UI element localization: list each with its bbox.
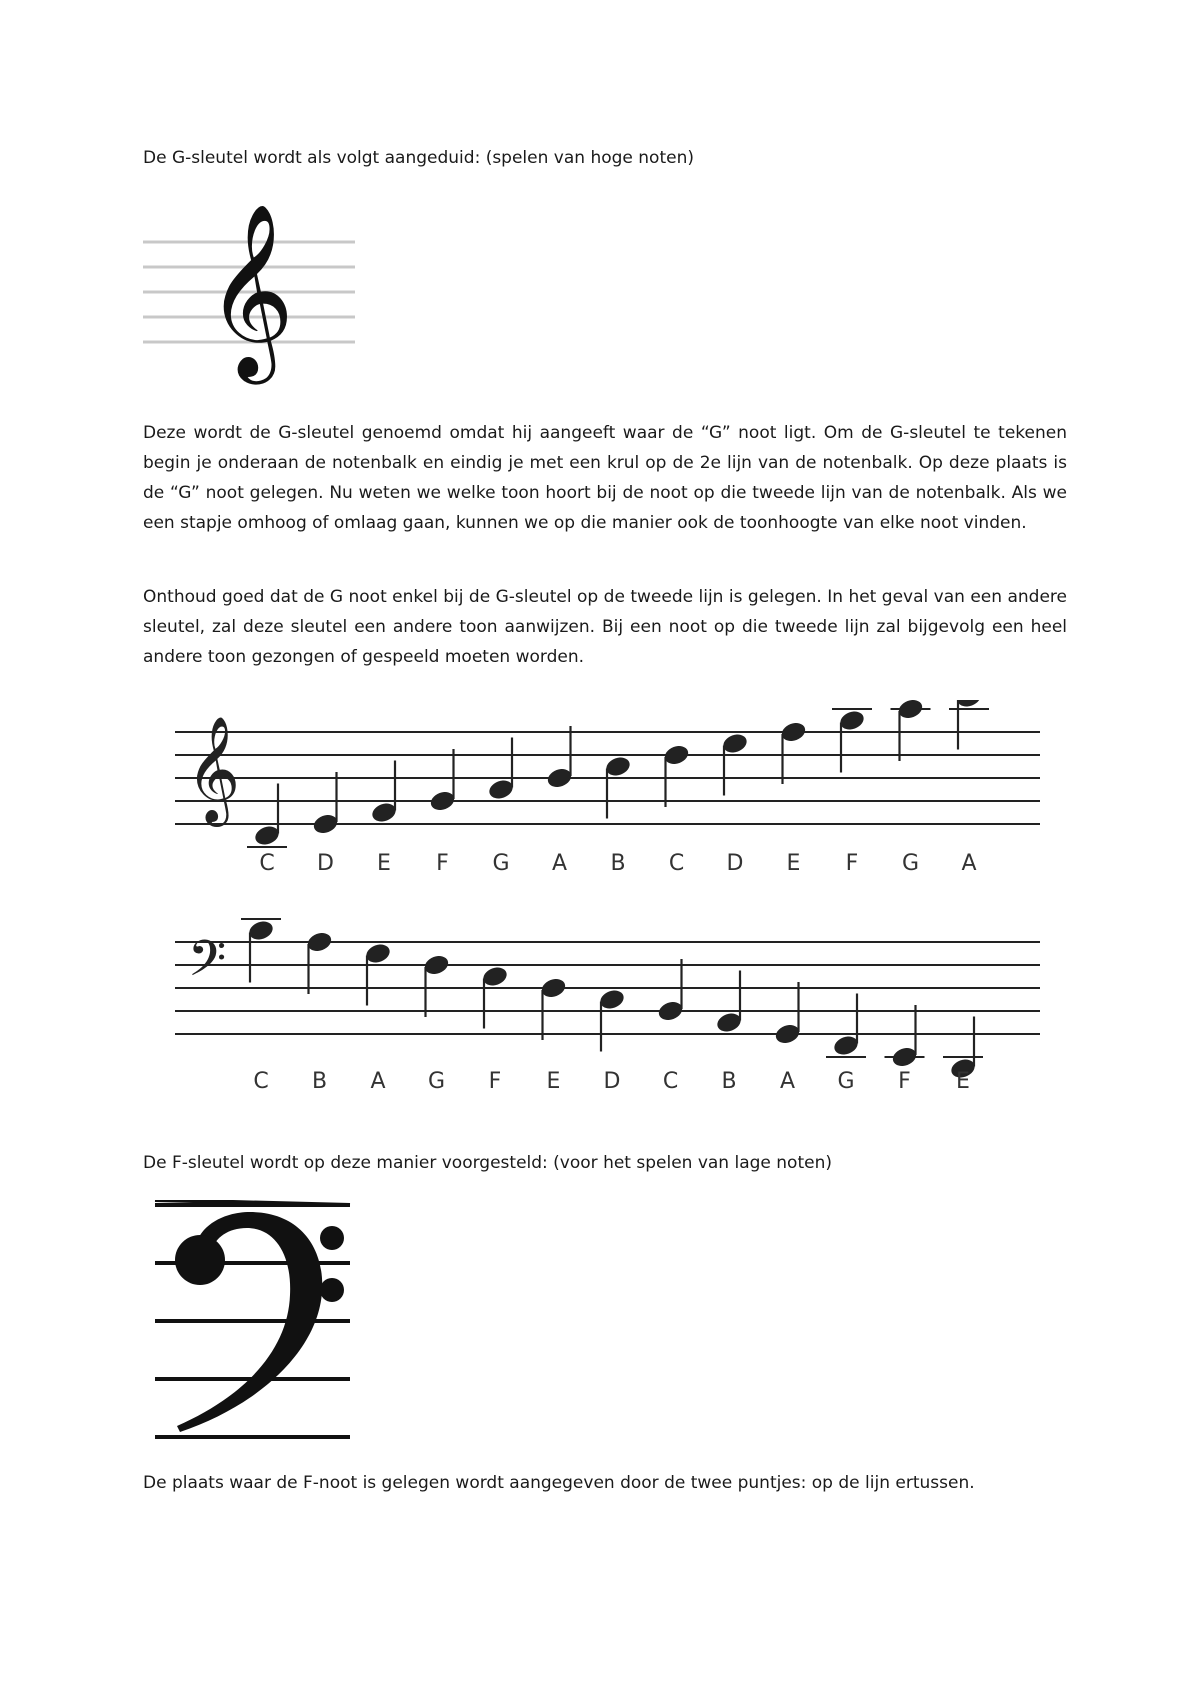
note-label: A (551, 851, 568, 876)
g-clef-explanation-text: Deze wordt de G-sleutel genoemd omdat hij aangeeft waar de “G” noot ligt. Om de G-sleutel te tekenen begin je onderaan de notenbalk en eindig je met een krul op de 2e lijn van de notenbalk. Op deze plaats is de “G” noot gelegen. Nu weten we welke toon hoort bij de noot op die tweede lijn van de notenbalk. Als we een stapje omhoog of omlaag gaan, kunnen we op die manier ook de toonhoogte van elke noot vinden. (143, 423, 1067, 533)
note-head (422, 953, 450, 1017)
note-label: C (662, 1069, 679, 1094)
treble-clef-icon: 𝄞 (205, 205, 295, 377)
treble-clef-icon: 𝄞 (185, 715, 241, 822)
note-head (721, 731, 749, 795)
note-head (662, 743, 690, 807)
note-label: C (253, 1069, 269, 1094)
note-head (891, 700, 931, 761)
note-head (370, 761, 398, 825)
note-label: G (837, 1069, 855, 1094)
note-label: F (845, 851, 859, 876)
note-head (305, 930, 333, 994)
note-head (241, 918, 281, 982)
note-head (311, 772, 339, 836)
note-label: F (436, 851, 449, 876)
treble-clef-figure (140, 205, 360, 385)
note-head (773, 982, 801, 1046)
note-head (247, 784, 287, 848)
note-label: E (377, 851, 391, 876)
note-label: C (259, 851, 275, 876)
note-label: A (779, 1069, 796, 1094)
bass-clef-icon: 𝄢 (187, 930, 227, 1000)
note-label: A (370, 1069, 386, 1094)
note-head (885, 1005, 925, 1069)
note-head (545, 726, 573, 790)
note-label: D (726, 851, 744, 876)
note-head (779, 720, 807, 784)
note-label: E (786, 851, 801, 876)
note-label: B (311, 1069, 328, 1094)
note-head (656, 959, 684, 1023)
f-clef-explanation-text: De plaats waar de F-noot is gelegen wordt aangegeven door de twee puntjes: op de lijn ertussen. (143, 1473, 975, 1493)
treble-scale-figure (175, 700, 1045, 880)
note-label: E (956, 1069, 970, 1094)
note-label: A (961, 851, 977, 876)
note-head (826, 994, 866, 1058)
note-label: B (721, 1069, 737, 1094)
note-label: G (901, 851, 920, 876)
note-head (487, 738, 515, 802)
note-label: F (898, 1069, 911, 1094)
f-clef-intro-text: De F-sleutel wordt op deze manier voorgesteld: (voor het spelen van lage noten) (143, 1153, 832, 1173)
note-head (481, 964, 509, 1028)
note-label: G (492, 851, 510, 876)
g-clef-remember-text: Onthoud goed dat de G noot enkel bij de G-sleutel op de tweede lijn is gelegen. In het geval van een andere sleutel, zal deze sleutel een andere toon aanwijzen. Bij een noot op die tweede lijn zal bijgevolg een heel andere toon gezongen of gespeeld moeten worden. (143, 587, 1067, 667)
g-clef-intro-text: De G-sleutel wordt als volgt aangeduid: (spelen van hoge noten) (143, 148, 694, 168)
note-head (715, 971, 743, 1035)
bass-scale-figure (175, 910, 1045, 1100)
bass-clef-figure (150, 1200, 360, 1440)
note-label: C (668, 851, 685, 876)
note-label: G (427, 1069, 446, 1094)
note-head (949, 700, 989, 750)
note-head (604, 754, 632, 818)
note-label: D (317, 851, 334, 876)
note-head (428, 749, 456, 813)
note-label: E (546, 1069, 561, 1094)
note-label: B (610, 851, 626, 876)
note-label: D (603, 1069, 621, 1094)
note-label: F (488, 1069, 502, 1094)
note-head (364, 941, 392, 1005)
note-head (832, 708, 872, 772)
note-head (539, 976, 567, 1040)
note-head (598, 987, 626, 1051)
